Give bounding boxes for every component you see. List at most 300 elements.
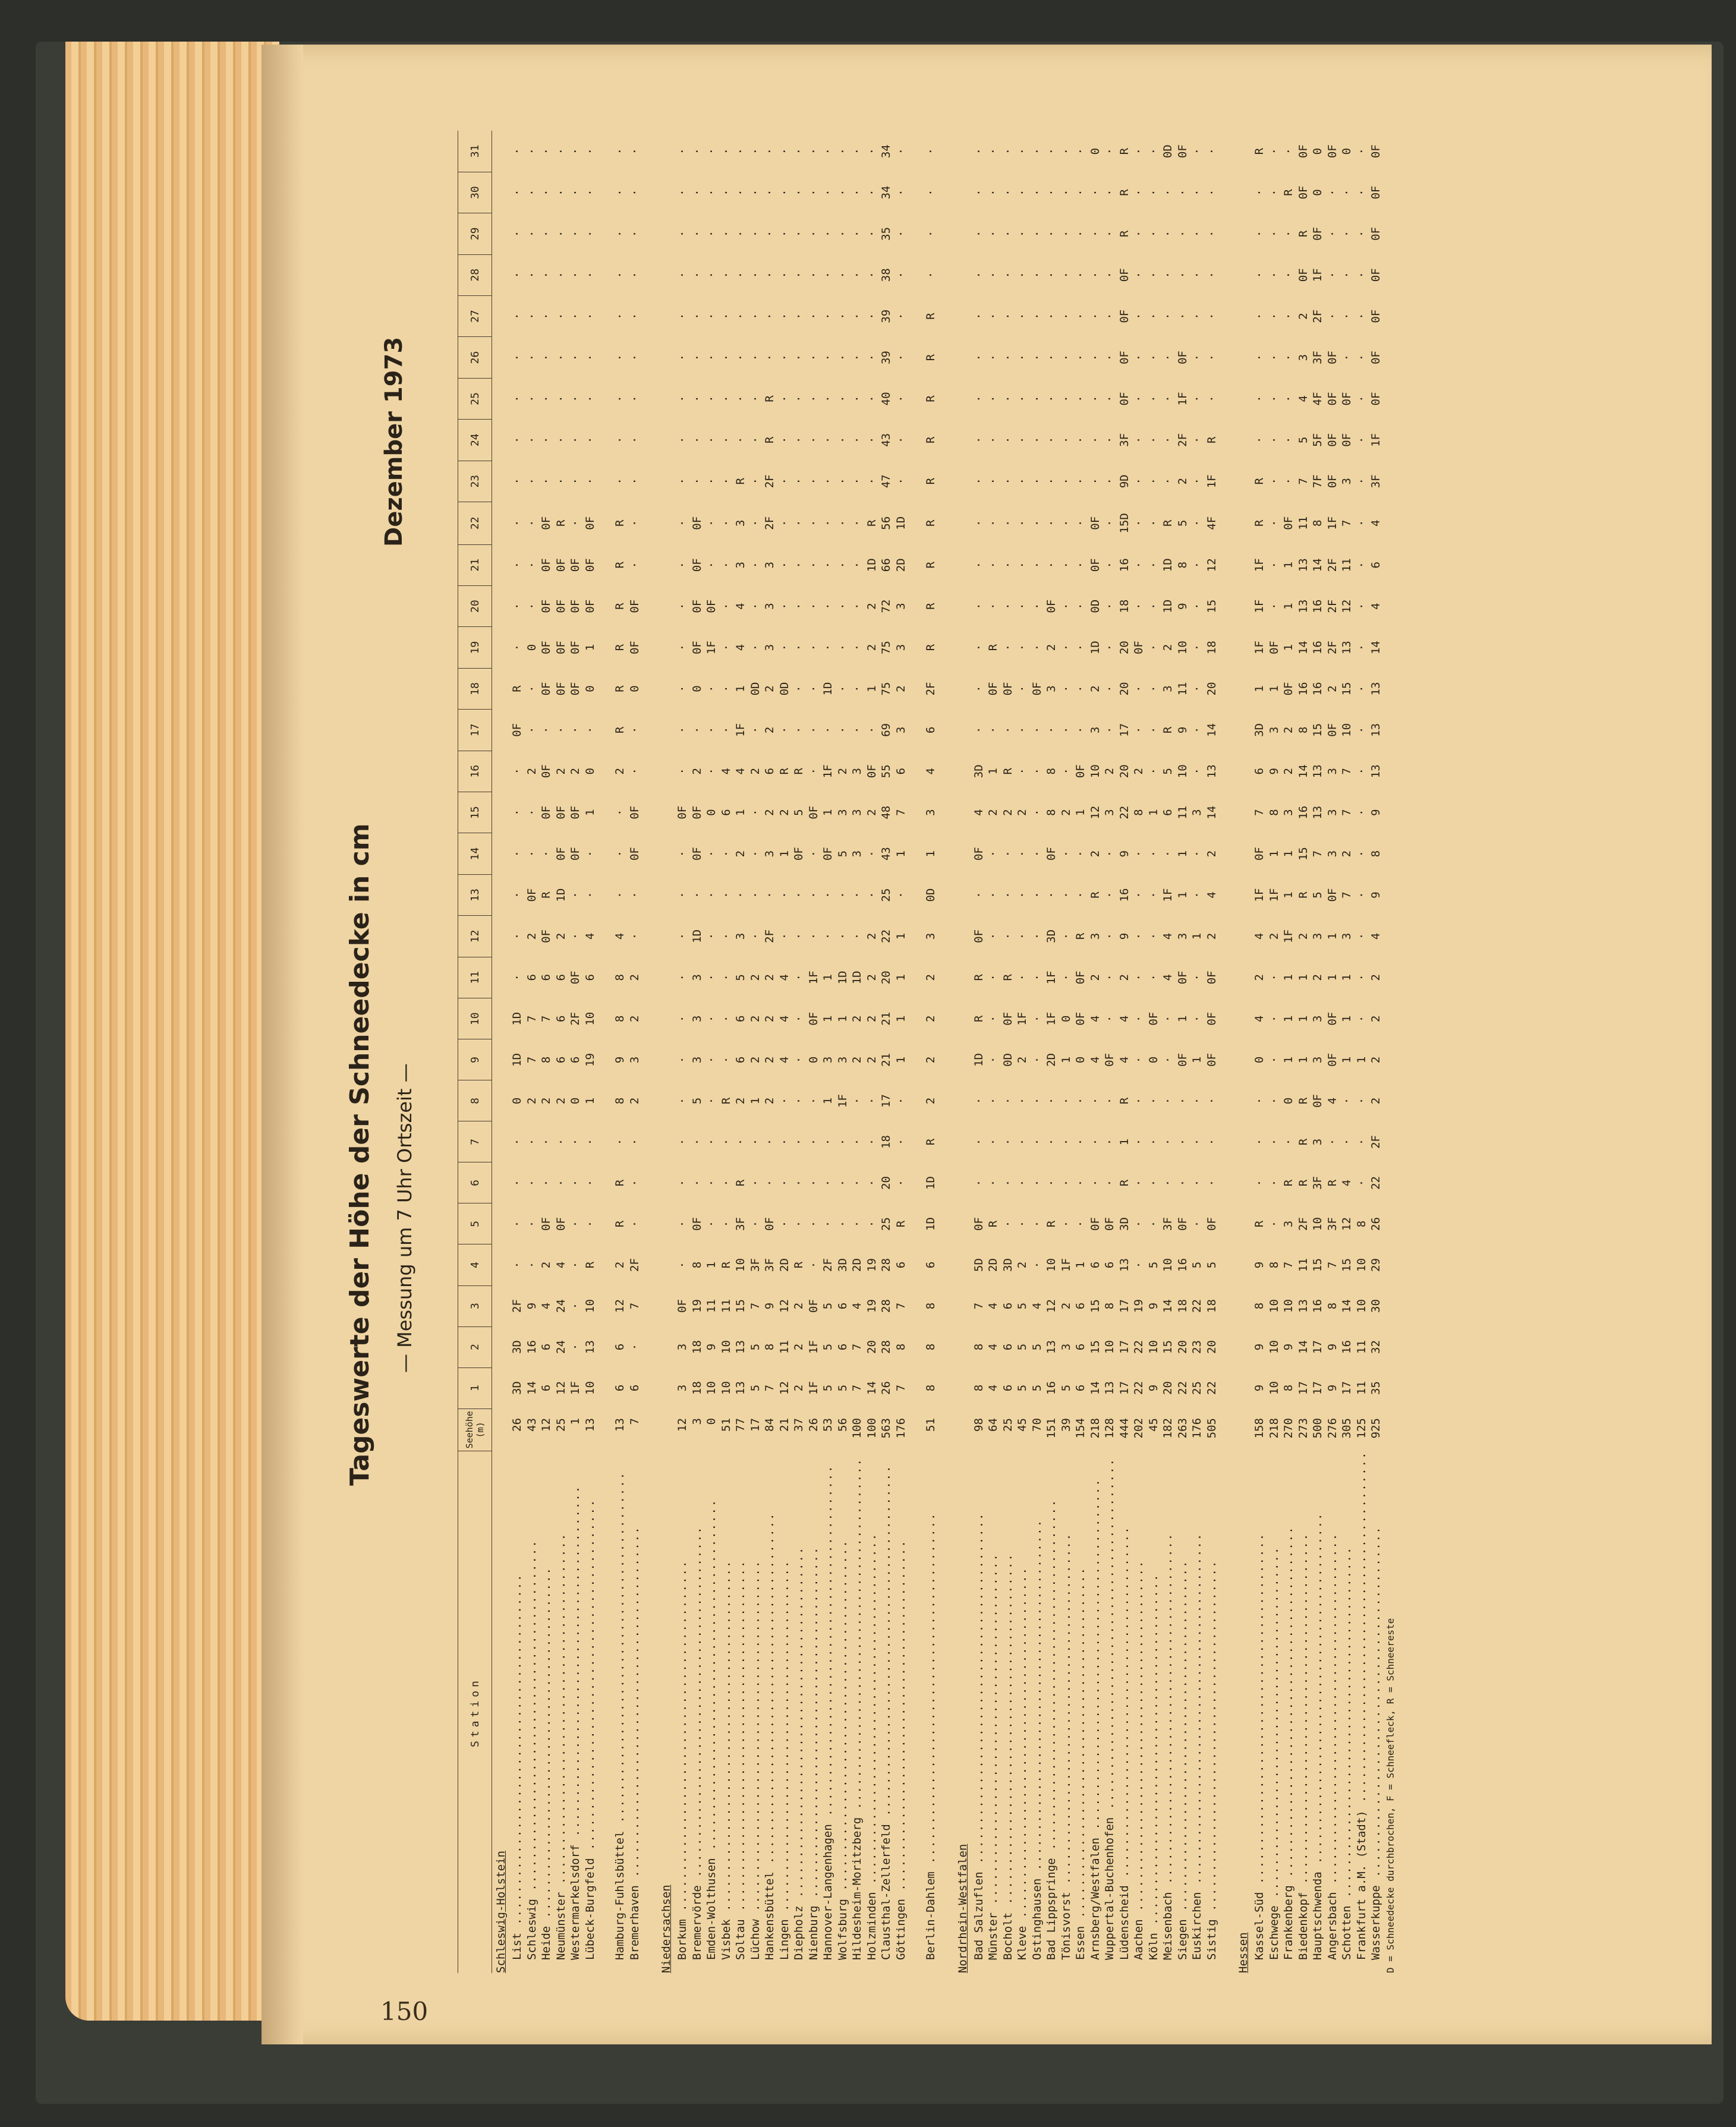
snow-depth-cell: · [1088, 478, 1102, 485]
snow-depth-cell: 2 [865, 1056, 878, 1064]
station-elevation: 64 [987, 1418, 1000, 1432]
snow-depth-cell: · [1074, 354, 1088, 361]
station-row [719, 131, 734, 1973]
snow-depth-cell: 4 [1117, 1056, 1131, 1064]
snow-depth-cell: 6 [613, 1384, 627, 1392]
snow-depth-cell: 2F [763, 929, 777, 943]
snow-depth-cell: 3 [1176, 932, 1189, 940]
snow-depth-cell: 0D [924, 888, 938, 902]
snow-depth-cell: 1 [821, 974, 835, 981]
station-row [690, 131, 705, 1973]
snow-depth-cell: 11 [705, 1299, 719, 1313]
snow-depth-cell: · [748, 395, 762, 402]
snow-depth-cell: · [613, 478, 627, 485]
snow-depth-cell: · [1059, 272, 1073, 279]
snow-depth-cell: · [1016, 395, 1029, 402]
snow-depth-cell: · [1267, 603, 1281, 610]
snow-depth-cell: 0F [806, 1299, 820, 1313]
snow-depth-cell: · [613, 147, 627, 155]
snow-depth-cell: · [1016, 768, 1029, 775]
snow-depth-cell: · [748, 726, 762, 734]
station-row [1252, 131, 1267, 1973]
day-column-header: 12 [458, 916, 492, 957]
snow-depth-cell: · [1190, 478, 1204, 485]
station-name: List ..... [510, 1451, 525, 1973]
snow-depth-cell: 4 [1030, 1302, 1044, 1310]
snow-depth-cell: · [1016, 850, 1029, 858]
snow-depth-cell: · [583, 230, 597, 238]
snow-depth-cell: · [1161, 1138, 1175, 1146]
station-row [1102, 131, 1117, 1973]
station-row [1296, 131, 1311, 1973]
snow-depth-cell: · [821, 1179, 835, 1187]
footnote: D = Schneedecke durchbrochen, F = Schneefleck, R = Schneereste [1385, 1618, 1397, 1973]
snow-depth-cell: · [1190, 891, 1204, 899]
snow-depth-cell: · [987, 147, 1000, 155]
snow-depth-cell: 18 [690, 1340, 704, 1354]
snow-depth-cell: 0F [1205, 1011, 1218, 1026]
snow-depth-cell: 1 [1267, 685, 1281, 692]
snow-depth-cell: 0F [554, 805, 568, 820]
snow-depth-cell: · [1190, 562, 1204, 569]
snow-depth-cell: 4 [1325, 1097, 1339, 1105]
snow-depth-cell: · [583, 395, 597, 402]
snow-depth-cell: 0F [987, 682, 1000, 696]
snow-depth-cell: · [676, 685, 689, 692]
snow-depth-cell: 3 [1311, 1138, 1325, 1146]
snow-depth-cell: · [1205, 1138, 1218, 1146]
snow-depth-cell: · [1161, 1056, 1175, 1064]
station-name: Angersbach ..... [1325, 1451, 1340, 1973]
snow-depth-cell: 1 [1074, 1261, 1088, 1269]
snow-depth-cell: 1 [821, 1097, 835, 1105]
snow-depth-cell: · [865, 147, 878, 155]
table-header-row [458, 131, 492, 1973]
snow-depth-cell: · [613, 436, 627, 444]
snow-depth-cell: 4 [540, 1302, 553, 1310]
snow-depth-cell: 5 [1016, 1343, 1029, 1351]
snow-depth-cell: · [1074, 147, 1088, 155]
snow-depth-cell: 16 [1296, 805, 1310, 820]
snow-depth-cell: 0F [1176, 970, 1189, 985]
spacer-row [597, 131, 613, 1973]
snow-depth-cell: · [1354, 891, 1368, 899]
snow-depth-cell: 66 [880, 558, 893, 572]
snow-depth-cell: 0F [1325, 1053, 1339, 1067]
snow-depth-cell: R [1161, 726, 1175, 734]
snow-depth-cell: 1D [511, 1011, 524, 1026]
snow-depth-cell: 22 [1205, 1381, 1218, 1395]
snow-depth-cell: 1 [583, 1097, 597, 1105]
snow-depth-cell: · [676, 313, 689, 320]
snow-depth-cell: 4 [554, 1261, 568, 1269]
snow-depth-cell: · [865, 395, 878, 402]
snow-depth-cell: 0F [554, 641, 568, 655]
snow-depth-cell: · [987, 1015, 1000, 1022]
snow-depth-cell: · [690, 313, 704, 320]
snow-depth-cell: R [1325, 1179, 1339, 1187]
snow-depth-cell: · [554, 354, 568, 361]
station-elevation: 505 [1205, 1418, 1218, 1439]
snow-depth-cell: 13 [1045, 1340, 1058, 1354]
snow-depth-cell: · [1045, 395, 1058, 402]
snow-depth-cell: · [1103, 603, 1117, 610]
snow-depth-cell: · [748, 603, 762, 610]
snow-depth-cell: 1F [1253, 641, 1266, 655]
station-elevation: 98 [972, 1418, 985, 1432]
snow-depth-cell: 10 [1354, 1299, 1368, 1313]
snow-depth-cell: 0F [1132, 641, 1146, 655]
snow-depth-cell: 0F [540, 805, 553, 820]
snow-depth-cell: · [836, 354, 849, 361]
snow-depth-cell: · [850, 1220, 864, 1228]
snow-depth-cell: · [1267, 230, 1281, 238]
snow-depth-cell: · [1001, 850, 1014, 858]
snow-depth-cell: 5 [1205, 1261, 1218, 1269]
snow-depth-cell: 0F [676, 1299, 689, 1313]
snow-depth-cell: 2F [511, 1299, 524, 1313]
snow-depth-cell: 2D [850, 1258, 864, 1272]
snow-depth-cell: · [554, 726, 568, 734]
snow-depth-cell: · [865, 850, 878, 858]
snow-depth-cell: · [777, 562, 791, 569]
snow-depth-cell: 6 [1001, 1343, 1014, 1351]
snow-depth-cell: · [1325, 230, 1339, 238]
snow-depth-cell: · [1267, 1220, 1281, 1228]
snow-depth-cell: R [1282, 1179, 1296, 1187]
snow-depth-cell: 16 [1296, 682, 1310, 696]
snow-depth-cell: 48 [880, 805, 893, 820]
snow-depth-cell: · [748, 932, 762, 940]
station-name: Nienburg ..... [806, 1451, 821, 1973]
snow-depth-cell: 1 [1296, 1056, 1310, 1064]
snow-depth-cell: R [924, 436, 938, 444]
state-name: Niedersachsen [660, 1885, 673, 1973]
snow-depth-cell: · [1325, 1138, 1339, 1146]
snow-depth-cell: · [1354, 230, 1368, 238]
snow-depth-cell: 1 [734, 685, 748, 692]
snow-depth-cell: · [734, 395, 748, 402]
station-elevation: 51 [924, 1418, 938, 1432]
snow-depth-cell: · [613, 189, 627, 196]
snow-depth-cell: 3 [1059, 1343, 1073, 1351]
station-elevation: 3 [690, 1418, 704, 1425]
snow-depth-cell: 5 [1311, 891, 1325, 899]
snow-depth-cell: · [806, 395, 820, 402]
snow-depth-cell: 0 [1253, 1056, 1266, 1064]
snow-depth-cell: · [1132, 395, 1146, 402]
snow-depth-cell: 3 [1103, 809, 1117, 816]
snow-depth-cell: 0F [821, 847, 835, 861]
snow-depth-cell: 9 [525, 1302, 538, 1310]
snow-depth-cell: 38 [880, 268, 893, 282]
snow-depth-cell: 5 [1016, 1302, 1029, 1310]
snow-depth-cell: 12 [554, 1381, 568, 1395]
snow-depth-cell: · [1132, 478, 1146, 485]
snow-depth-cell: 16 [1311, 1299, 1325, 1313]
snow-depth-cell: 1D [1161, 599, 1175, 613]
snow-depth-cell: · [1161, 189, 1175, 196]
snow-depth-cell: · [763, 1138, 777, 1146]
snow-depth-cell: 1F [1325, 516, 1339, 530]
snow-depth-cell: · [777, 891, 791, 899]
snow-depth-cell: R [613, 644, 627, 651]
snow-depth-cell: 3D [836, 1258, 849, 1272]
snow-depth-cell: · [1059, 147, 1073, 155]
snow-depth-cell: · [806, 932, 820, 940]
snow-depth-cell: 0F [554, 599, 568, 613]
snow-depth-cell: 0F [690, 599, 704, 613]
snow-depth-cell: · [676, 478, 689, 485]
station-elevation: 202 [1132, 1418, 1146, 1439]
snow-depth-cell: 9 [1253, 1343, 1266, 1351]
snow-depth-cell: · [1074, 685, 1088, 692]
snow-depth-cell: 0F [690, 641, 704, 655]
table-body [492, 131, 1398, 1973]
day-column-header: 20 [458, 585, 492, 626]
snow-depth-cell: · [1088, 395, 1102, 402]
snow-depth-cell: · [1030, 562, 1044, 569]
snow-depth-cell: · [1074, 395, 1088, 402]
snow-depth-cell: 10 [1311, 1217, 1325, 1231]
snow-depth-cell: 1 [821, 809, 835, 816]
snow-depth-cell: · [1190, 1097, 1204, 1105]
snow-depth-cell: 1F [821, 764, 835, 779]
snow-depth-cell: 4 [734, 644, 748, 651]
snow-depth-cell: 0F [569, 847, 582, 861]
station-row [972, 131, 987, 1973]
snow-depth-cell: R [1161, 519, 1175, 527]
snow-depth-cell: · [777, 603, 791, 610]
snow-depth-cell: · [821, 354, 835, 361]
snow-depth-cell: · [1267, 436, 1281, 444]
snow-depth-cell: 15 [1340, 682, 1354, 696]
snow-depth-cell: · [1205, 230, 1218, 238]
snow-depth-cell: · [705, 768, 719, 775]
snow-depth-cell: · [540, 1138, 553, 1146]
station-name: Hamburg-Fuhlsbüttel ..... [613, 1451, 628, 1973]
snow-depth-cell: 13 [1117, 1258, 1131, 1272]
snow-depth-cell: · [865, 1179, 878, 1187]
snow-depth-cell: · [748, 436, 762, 444]
snow-depth-cell: · [763, 354, 777, 361]
snow-depth-cell: · [628, 272, 641, 279]
snow-depth-cell: · [1267, 1015, 1281, 1022]
snow-depth-cell: 3 [1311, 1015, 1325, 1022]
snow-depth-cell: R [613, 603, 627, 610]
snow-depth-cell: 1 [1282, 644, 1296, 651]
snow-depth-cell: 0F [763, 1217, 777, 1231]
station-row [792, 131, 806, 1973]
snow-depth-cell: 2F [1176, 433, 1189, 447]
snow-depth-cell: 18 [1205, 1299, 1218, 1313]
snow-depth-cell: · [1103, 272, 1117, 279]
snow-depth-cell: · [1267, 562, 1281, 569]
snow-depth-cell: · [1016, 189, 1029, 196]
snow-depth-cell: 2 [763, 1097, 777, 1105]
snow-depth-cell: · [1132, 1097, 1146, 1105]
state-group-row [954, 131, 972, 1973]
snow-depth-cell: · [821, 932, 835, 940]
snow-depth-cell: 6 [583, 974, 597, 981]
snow-depth-cell: 2 [1282, 726, 1296, 734]
snow-depth-cell: · [1190, 1220, 1204, 1228]
snow-depth-cell: · [613, 354, 627, 361]
snow-depth-cell: · [1045, 519, 1058, 527]
snow-depth-cell: · [1088, 1179, 1102, 1187]
snow-depth-cell: 2 [1296, 932, 1310, 940]
snow-depth-cell: · [792, 478, 806, 485]
snow-depth-cell: · [792, 519, 806, 527]
snow-depth-cell: · [1016, 974, 1029, 981]
snow-depth-cell: · [583, 1138, 597, 1146]
snow-depth-cell: · [1253, 272, 1266, 279]
day-column-header: 31 [458, 131, 492, 172]
snow-depth-cell: · [1103, 1179, 1117, 1187]
snow-depth-cell: 3 [1296, 354, 1310, 361]
snow-depth-cell: 56 [880, 516, 893, 530]
station-row [1088, 131, 1103, 1973]
snow-depth-cell: 3 [1325, 809, 1339, 816]
snow-depth-cell: · [1354, 478, 1368, 485]
snow-depth-cell: · [1030, 1097, 1044, 1105]
snow-depth-cell: · [1146, 147, 1160, 155]
snow-depth-cell: · [525, 726, 538, 734]
snow-depth-cell: · [569, 1261, 582, 1269]
snow-depth-cell: 1 [894, 932, 908, 940]
snow-depth-cell: 12 [777, 1299, 791, 1313]
snow-depth-cell: R [1117, 1097, 1131, 1105]
snow-depth-cell: · [1146, 189, 1160, 196]
snow-depth-cell: 6 [1161, 809, 1175, 816]
snow-depth-cell: 13 [1296, 558, 1310, 572]
snow-depth-cell: 5 [821, 1384, 835, 1392]
snow-depth-cell: · [850, 395, 864, 402]
snow-depth-cell: 2 [1016, 809, 1029, 816]
snow-depth-cell: · [554, 478, 568, 485]
snow-depth-cell: · [705, 1015, 719, 1022]
snow-depth-cell: · [1205, 189, 1218, 196]
state-name: Hessen [1237, 1932, 1250, 1973]
snow-depth-cell: · [1190, 850, 1204, 858]
snow-depth-cell: · [1030, 726, 1044, 734]
snow-depth-cell: 1 [1296, 1015, 1310, 1022]
snow-depth-cell: · [525, 478, 538, 485]
snow-depth-cell: 0F [1074, 970, 1088, 985]
snow-depth-cell: 0 [690, 685, 704, 692]
snow-depth-cell: · [1016, 644, 1029, 651]
snow-depth-cell: · [1267, 189, 1281, 196]
snow-depth-cell: 2 [1103, 768, 1117, 775]
snow-depth-cell: R [924, 644, 938, 651]
snow-depth-cell: 2 [924, 1097, 938, 1105]
snow-depth-cell: 5D [972, 1258, 985, 1272]
snow-depth-cell: 11 [1354, 1340, 1368, 1354]
snow-depth-cell: 9 [1325, 1343, 1339, 1351]
snow-depth-cell: · [1001, 272, 1014, 279]
snow-depth-cell: · [1016, 562, 1029, 569]
snow-depth-cell: 7 [1282, 1261, 1296, 1269]
snow-depth-cell: 12 [777, 1381, 791, 1395]
snow-depth-cell: 1 [1340, 1056, 1354, 1064]
snow-depth-cell: 14 [1340, 1299, 1354, 1313]
snow-depth-cell: 3 [821, 1056, 835, 1064]
snow-depth-cell: · [511, 932, 524, 940]
snow-depth-cell: · [1132, 1138, 1146, 1146]
station-elevation: 13 [583, 1418, 597, 1432]
snow-depth-cell: · [511, 1179, 524, 1187]
snow-depth-cell: 0F [690, 516, 704, 530]
snow-depth-cell: · [850, 354, 864, 361]
station-elevation: 563 [880, 1418, 893, 1439]
station-name: Kassel-Süd ..... [1252, 1451, 1267, 1973]
snow-depth-cell: 15 [1340, 1258, 1354, 1272]
station-name: Holzminden ..... [865, 1451, 880, 1973]
snow-depth-cell: 17 [1117, 1340, 1131, 1354]
snow-depth-cell: 17 [1117, 1381, 1131, 1395]
snow-depth-cell: 1F [1369, 433, 1383, 447]
snow-depth-cell: 1 [1176, 891, 1189, 899]
snow-depth-cell: 7 [628, 1302, 641, 1310]
station-name: Essen ..... [1073, 1451, 1088, 1973]
snow-depth-cell: R [763, 395, 777, 402]
snow-depth-cell: 14 [1369, 641, 1383, 655]
snow-depth-cell: · [705, 1138, 719, 1146]
snow-depth-cell: 2 [1045, 644, 1058, 651]
snow-depth-cell: · [1190, 1179, 1204, 1187]
snow-depth-cell: · [628, 313, 641, 320]
snow-depth-cell: · [806, 1097, 820, 1105]
station-elevation: 56 [836, 1418, 849, 1432]
station-name: Hauptschwenda ..... [1310, 1451, 1325, 1973]
snow-depth-cell: 4 [1161, 932, 1175, 940]
page-gutter [261, 45, 303, 2044]
snow-depth-cell: 3F [763, 1258, 777, 1272]
snow-depth-cell: · [1190, 313, 1204, 320]
snow-depth-cell: 2 [924, 1015, 938, 1022]
snow-depth-cell: 8 [894, 1343, 908, 1351]
snow-depth-cell: · [836, 562, 849, 569]
snow-depth-cell: 13 [1296, 1299, 1310, 1313]
snow-depth-cell: · [850, 478, 864, 485]
snow-depth-cell: · [1132, 519, 1146, 527]
snow-depth-cell: · [1282, 354, 1296, 361]
snow-depth-cell: 4 [987, 1384, 1000, 1392]
snow-depth-cell: · [628, 189, 641, 196]
snow-depth-cell: · [569, 726, 582, 734]
station-elevation: 218 [1267, 1418, 1281, 1439]
snow-depth-cell: · [1016, 230, 1029, 238]
snow-depth-cell: · [1030, 1138, 1044, 1146]
day-column-header: 2 [458, 1326, 492, 1367]
snow-depth-cell: · [1016, 1097, 1029, 1105]
snow-depth-cell: 3 [924, 809, 938, 816]
snow-depth-cell: · [719, 685, 733, 692]
day-column-header: 7 [458, 1121, 492, 1162]
snow-depth-cell: 6 [734, 1056, 748, 1064]
snow-depth-cell: 8 [1103, 1302, 1117, 1310]
snow-depth-cell: · [525, 1179, 538, 1187]
station-name: Siegen ..... [1176, 1451, 1190, 1973]
snow-depth-cell: 4 [987, 1302, 1000, 1310]
day-column-header: 21 [458, 544, 492, 585]
snow-depth-cell: 0F [1325, 351, 1339, 365]
station-elevation: 25 [554, 1418, 568, 1432]
snow-depth-cell: · [1103, 313, 1117, 320]
snow-depth-cell: · [690, 189, 704, 196]
snow-depth-cell: · [690, 1179, 704, 1187]
snow-depth-cell: · [1205, 147, 1218, 155]
